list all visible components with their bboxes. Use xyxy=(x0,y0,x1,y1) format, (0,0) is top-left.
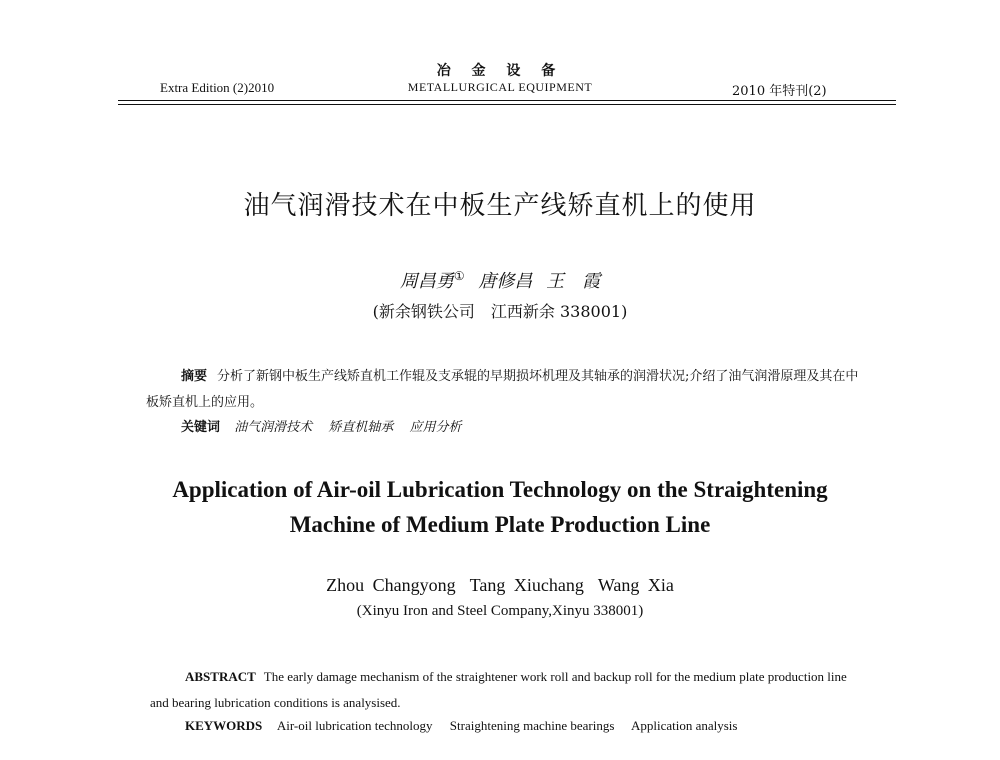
keyword-en: Straightening machine bearings xyxy=(449,718,615,733)
header-rule-thin xyxy=(118,104,896,105)
keyword-cn: 矫直机轴承 xyxy=(328,420,394,435)
keyword-en: Application analysis xyxy=(630,718,738,733)
keywords-cn xyxy=(181,416,473,435)
journal-name-cn: 冶 金 设 备 xyxy=(436,63,564,79)
abstract-cn-text: 分析了新钢中板生产线矫直机工作辊及支承辊的早期损坏机理及其轴承的润滑状况;介绍了油气润滑原理及其在中板矫直机上的应用。 xyxy=(146,369,859,410)
abstract-en-label: ABSTRACT xyxy=(185,669,256,684)
keyword-cn: 应用分析 xyxy=(409,420,462,435)
keywords-en xyxy=(185,718,751,734)
keyword-en: Air-oil lubrication technology xyxy=(276,718,433,733)
author-cn-3: 王 霞 xyxy=(546,271,601,292)
paper-title-en-line2: Machine of Medium Plate Production Line xyxy=(289,512,711,537)
header-journal xyxy=(0,60,1000,95)
header-edition-cn: 2010 年特刊(2) xyxy=(732,84,827,99)
author-footnote-mark: ① xyxy=(453,269,465,283)
paper-title-en xyxy=(0,472,1000,542)
authors-en xyxy=(0,575,1000,596)
abstract-en xyxy=(150,664,860,716)
abstract-cn xyxy=(146,364,862,416)
author-en-3: Wang Xia xyxy=(597,575,674,595)
keywords-cn-label: 关键词 xyxy=(181,420,221,435)
abstract-en-text: The early damage mechanism of the straightener work roll and backup roll for the medium plate production line and bearing lubrication conditions is analysised. xyxy=(150,669,847,710)
author-en-2: Tang Xiuchang xyxy=(469,575,584,595)
keyword-cn: 油气润滑技术 xyxy=(234,420,313,435)
author-en-1: Zhou Changyong xyxy=(326,575,456,595)
authors-cn xyxy=(0,267,1000,293)
paper-title-en-line1: Application of Air-oil Lubrication Technology on the Straightening xyxy=(172,477,828,502)
abstract-cn-label: 摘要 xyxy=(181,369,208,384)
affiliation-cn: (新余钢铁公司 江西新余 338001) xyxy=(372,302,628,321)
header-rule-thick xyxy=(118,100,896,101)
paper-title-cn: 油气润滑技术在中板生产线矫直机上的使用 xyxy=(243,191,757,221)
author-cn-1: 周昌勇 xyxy=(399,271,454,292)
keywords-en-label: KEYWORDS xyxy=(185,718,263,733)
author-cn-2: 唐修昌 xyxy=(478,271,533,292)
journal-name-en: METALLURGICAL EQUIPMENT xyxy=(407,80,593,94)
header-edition-en: Extra Edition (2)2010 xyxy=(160,80,275,95)
affiliation-en: (Xinyu Iron and Steel Company,Xinyu 338001) xyxy=(356,603,644,619)
